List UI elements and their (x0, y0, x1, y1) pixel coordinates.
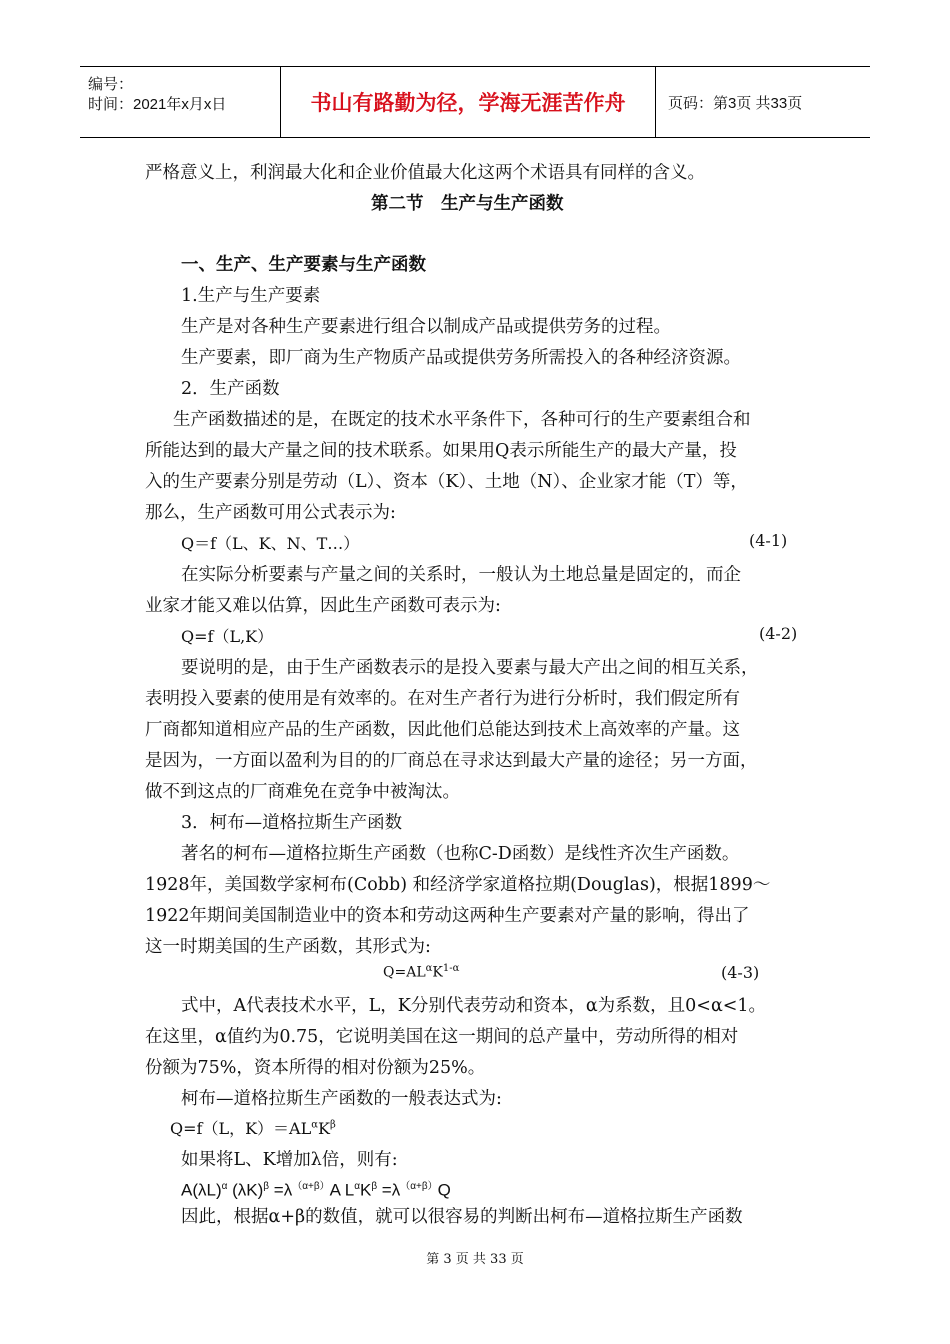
text-line: 严格意义上，利润最大化和企业价值最大化这两个术语具有同样的含义。 (145, 163, 705, 183)
text-line: 在实际分析要素与产量之间的关系时，一般认为土地总量是固定的，而企 (181, 565, 741, 585)
text-line: 如果将L、K增加λ倍，则有: (181, 1150, 398, 1170)
equation-4: Q=f（L，$K)=AL^\alpha K^\beta$ (170, 1119, 336, 1138)
header-meta (80, 67, 281, 137)
equation-3: $Q=AL^\alpha K^{1-\alpha}$ (383, 963, 460, 981)
text-line: 生产函数描述的是，在既定的技术水平条件下，各种可行的生产要素组合和 (173, 410, 751, 430)
text-line: 在这里，α值约为0.75，它说明美国在这一期间的总产量中，劳动所得的相对 (145, 1027, 739, 1047)
section-title: 第二节 生产与生产函数 (371, 194, 564, 214)
text-line: 生产是对各种生产要素进行组合以制成产品或提供劳务的过程。 (181, 317, 671, 337)
text-line: 因此，根据α+β的数值，就可以很容易的判断出柯布—道格拉斯生产函数 (181, 1207, 743, 1227)
text-line: 柯布—道格拉斯生产函数的一般表达式为: (181, 1089, 502, 1109)
text-line: 1928年，美国数学家柯布(Cobb) 和经济学家道格拉期(Douglas)，根据1899～ (145, 875, 771, 895)
text-line: 生产要素，即厂商为生产物质产品或提供劳务所需投入的各种经济资源。 (181, 348, 741, 368)
page-header (80, 66, 870, 138)
text-line: 是因为，一方面以盈利为目的的厂商总在寻求达到最大产量的途径；另一方面， (145, 751, 758, 771)
equation-2-number: (4-2) (759, 624, 798, 643)
text-line: 要说明的是，由于生产函数表示的是投入要素与最大产出之间的相互关系， (181, 658, 759, 678)
subheading-2: 2．生产函数 (181, 379, 280, 399)
equation-3-number: (4-3) (721, 963, 760, 982)
subheading-3: 3．柯布—道格拉斯生产函数 (181, 813, 403, 833)
header-motto: 书山有路勤为径，学海无涯苦作舟 (281, 67, 656, 137)
text-line: 1922年期间美国制造业中的资本和劳动这两种生产要素对产量的影响，得出了 (145, 906, 750, 926)
text-line: 那么，生产函数可用公式表示为: (145, 503, 396, 523)
equation-1: Q＝f（L、K、N、T…） (181, 534, 360, 553)
text-line: 式中，A代表技术水平，L，K分别代表劳动和资本，α为系数，且0<α<1。 (181, 996, 767, 1016)
text-line: 这一时期美国的生产函数，其形式为: (145, 937, 431, 957)
date-label: 时间：2021年x月x日 (88, 96, 227, 113)
text-line: 厂商都知道相应产品的生产函数，因此他们总能达到技术上高效率的产量。这 (145, 720, 740, 740)
number-label: 编号： (88, 76, 134, 93)
text-line: 份额为75%，资本所得的相对份额为25%。 (145, 1058, 486, 1078)
subheading-1: 1.生产与生产要素 (181, 286, 321, 306)
text-line: 做不到这点的厂商难免在竞争中被淘汰。 (145, 782, 460, 802)
heading-1: 一、生产、生产要素与生产函数 (181, 255, 426, 275)
equation-2: Q=f（L,K） (181, 627, 274, 646)
text-line: 著名的柯布—道格拉斯生产函数（也称C-D函数）是线性齐次生产函数。 (181, 844, 740, 864)
text-line: 表明投入要素的使用是有效率的。在对生产者行为进行分析时，我们假定所有 (145, 689, 740, 709)
header-page-info: 页码：第3页 共33页 (668, 94, 803, 112)
page-footer: 第 3 页 共 33 页 (426, 1252, 524, 1267)
equation-1-number: (4-1) (749, 531, 788, 550)
text-line: 业家才能又难以估算，因此生产函数可表示为: (145, 596, 501, 616)
text-line: 所能达到的最大产量之间的技术联系。如果用Q表示所能生产的最大产量，投 (145, 441, 737, 461)
equation-5: $A(\lambda L)^\alpha$ $(\lambda K)^\beta =\lambda^{(\alpha+\beta)}A$ $L^\alpha K^\beta =\lambda^{(\alpha+\beta)}Q$ (181, 1180, 451, 1200)
text-line: 入的生产要素分别是劳动（L）、资本（K）、土地（N）、企业家才能（T）等， (145, 472, 748, 492)
